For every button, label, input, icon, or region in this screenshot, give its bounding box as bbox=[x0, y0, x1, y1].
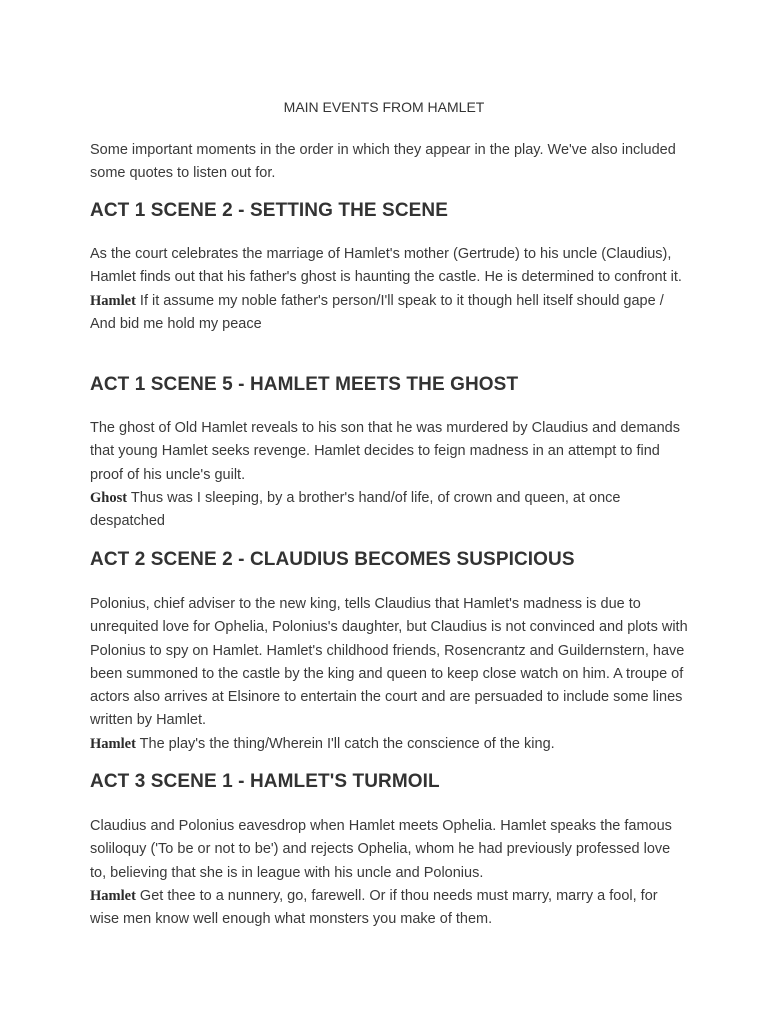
quote-speaker: Hamlet bbox=[90, 887, 136, 904]
section-summary: As the court celebrates the marriage of Hamlet's mother (Gertrude) to his uncle (Claudius), Hamlet finds out that his father's ghost is haunting the castle. He is determined to confront it. bbox=[90, 246, 682, 286]
section-heading: ACT 2 SCENE 2 - CLAUDIUS BECOMES SUSPICIOUS bbox=[90, 549, 575, 570]
section-heading: ACT 3 SCENE 1 - HAMLET'S TURMOIL bbox=[90, 771, 440, 792]
section-heading: ACT 1 SCENE 5 - HAMLET MEETS THE GHOST bbox=[90, 374, 519, 395]
quote-speaker: Hamlet bbox=[90, 292, 136, 309]
section-act1-scene2 bbox=[90, 199, 690, 336]
section-summary: The ghost of Old Hamlet reveals to his son that he was murdered by Claudius and demands that young Hamlet seeks revenge. Hamlet decides to feign madness in an attempt to find proof of his uncle's guilt. bbox=[90, 420, 680, 483]
quote-speaker: Hamlet bbox=[90, 735, 136, 752]
quote-text: If it assume my noble father's person/I'll speak to it though hell itself should gape / And bid me hold my peace bbox=[90, 292, 664, 332]
quote-text: The play's the thing/Wherein I'll catch the conscience of the king. bbox=[135, 735, 555, 752]
quote-text: Get thee to a nunnery, go, farewell. Or if thou needs must marry, marry a fool, for wise men know well enough what monsters you make of them. bbox=[90, 887, 658, 928]
section-summary: Claudius and Polonius eavesdrop when Hamlet meets Ophelia. Hamlet speaks the famous soliloquy ('To be or not to be') and rejects Ophelia, whom he had previously professed love to, believing that she is in league with his uncle and Polonius. bbox=[90, 818, 672, 881]
section-summary: Polonius, chief adviser to the new king, tells Claudius that Hamlet's madness is due to unrequited love for Ophelia, Polonius's daughter, but Claudius is not convinced and plots with Polonius to spy on Hamlet. Hamlet's childhood friends, Rosencrantz and Guildernstern, have been summoned to the castle by the king and queen to keep close watch on him. A troupe of actors also arrives at Elsinore to entertain the court and are persuaded to include some lines written by Hamlet. bbox=[90, 596, 688, 729]
section-act3-scene1 bbox=[90, 770, 690, 931]
document-title: MAIN EVENTS FROM HAMLET bbox=[283, 99, 485, 115]
section-act2-scene2 bbox=[90, 548, 690, 756]
quote-speaker: Ghost bbox=[90, 489, 128, 506]
section-quote bbox=[90, 487, 690, 534]
section-heading: ACT 1 SCENE 2 - SETTING THE SCENE bbox=[90, 200, 449, 221]
section-quote bbox=[90, 290, 690, 337]
quote-text: Thus was I sleeping, by a brother's hand/of life, of crown and queen, at once despatched bbox=[90, 489, 621, 530]
section-act1-scene5 bbox=[90, 373, 690, 533]
section-quote bbox=[90, 885, 690, 932]
intro-paragraph: Some important moments in the order in which they appear in the play. We've also included some quotes to listen out for. bbox=[90, 142, 676, 181]
section-quote bbox=[90, 733, 690, 756]
